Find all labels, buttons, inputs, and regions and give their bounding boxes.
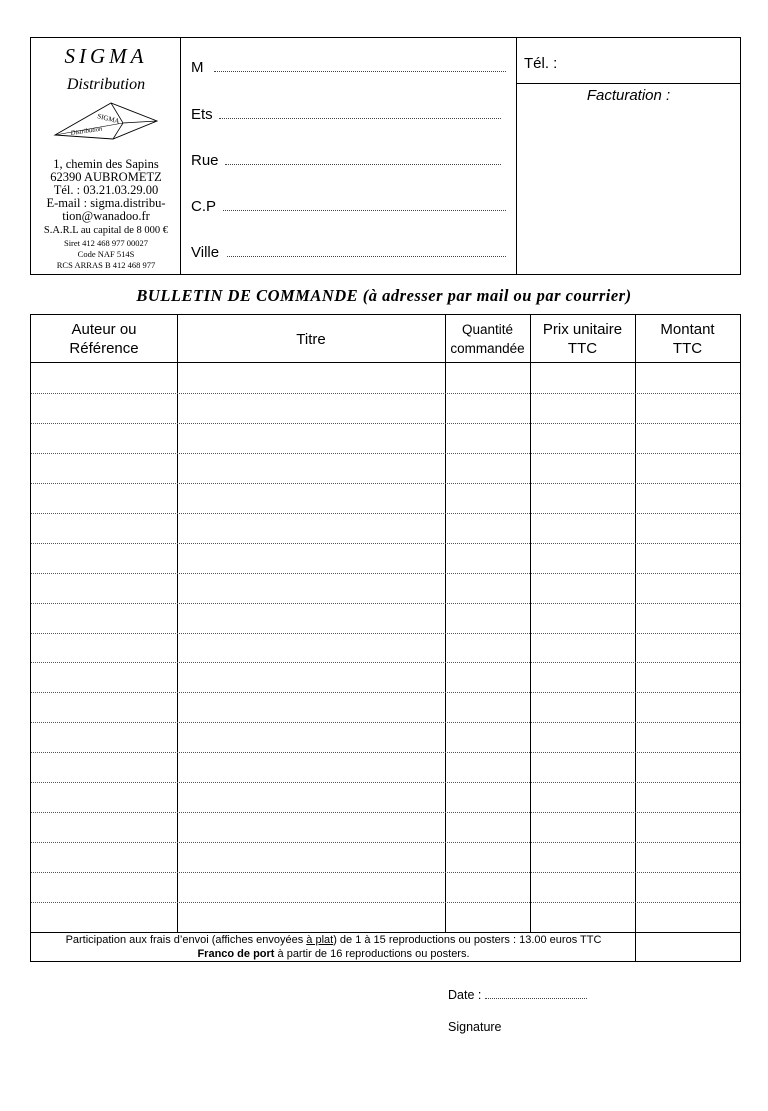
field-cp[interactable] [191, 193, 506, 215]
header-separator [31, 362, 740, 363]
dotted-line [219, 118, 501, 119]
row-separator [31, 722, 740, 723]
col-header-unit-price: Prix unitaire TTC [542, 321, 623, 357]
field-label: Ville [191, 244, 220, 261]
col-header-title: Titre [296, 330, 326, 348]
col-header-amount: Montant TTC [660, 321, 715, 357]
row-separator [31, 453, 740, 454]
column-divider [530, 315, 531, 933]
brand-subtitle: Distribution [66, 76, 146, 93]
row-separator [31, 872, 740, 873]
dotted-line [485, 998, 587, 999]
row-separator [31, 513, 740, 514]
phone-line: Tél. : 03.21.03.29.00 [53, 183, 159, 197]
tel-row[interactable] [517, 38, 740, 84]
tel-label: Tél. : [524, 55, 558, 72]
dotted-line [223, 210, 506, 211]
address-line: 1, chemin des Sapins [53, 157, 159, 171]
row-separator [31, 662, 740, 663]
field-rue[interactable] [191, 147, 506, 169]
paper-plane-logo-icon [53, 101, 163, 141]
email-line: tion@wanadoo.fr [62, 209, 150, 223]
col-header-author: Auteur ou Référence [69, 321, 139, 357]
row-separator [31, 543, 740, 544]
field-label: M [191, 59, 204, 76]
shipping-note: Participation aux frais d’envoi (affiches envoyées à plat) de 1 à 15 reproductions ou posters : 13.00 euros TTC Franco de port à partir de 16 reproductions ou posters. [65, 934, 602, 960]
field-m[interactable] [191, 54, 506, 76]
row-separator [31, 573, 740, 574]
company-info [31, 38, 181, 274]
naf-line: Code NAF 514S [77, 249, 135, 259]
siret-line: Siret 412 468 977 00027 [63, 238, 149, 248]
signature-label[interactable]: Signature [448, 1020, 502, 1034]
row-separator [31, 692, 740, 693]
date-field[interactable] [448, 988, 587, 1002]
svg-text:SIGMA: SIGMA [96, 112, 121, 126]
row-separator [31, 603, 740, 604]
row-separator [31, 483, 740, 484]
row-separator [31, 902, 740, 903]
date-label: Date : [448, 988, 482, 1002]
address-line: 62390 AUBROMETZ [50, 170, 162, 184]
column-divider [177, 315, 178, 933]
field-label: Ets [191, 106, 213, 123]
row-separator [31, 752, 740, 753]
capital-line: S.A.R.L au capital de 8 000 € [43, 225, 169, 236]
row-separator [31, 393, 740, 394]
header-box [30, 37, 741, 275]
dotted-line [225, 164, 501, 165]
rcs-line: RCS ARRAS B 412 468 977 [56, 260, 156, 270]
column-divider [445, 315, 446, 933]
column-divider [635, 315, 636, 961]
order-table [30, 314, 741, 962]
email-line: E-mail : sigma.distribu- [46, 196, 166, 210]
form-title: BULLETIN DE COMMANDE (à adresser par mail ou par courrier) [136, 286, 632, 305]
row-separator [31, 423, 740, 424]
field-label: C.P [191, 198, 217, 215]
billing-label: Facturation : [586, 87, 671, 104]
field-ville[interactable] [191, 239, 506, 261]
row-separator [31, 842, 740, 843]
row-separator [31, 633, 740, 634]
brand-name: SIGMA [64, 44, 148, 68]
dotted-line [227, 256, 506, 257]
field-ets[interactable] [191, 101, 506, 123]
field-label: Rue [191, 152, 219, 169]
dotted-line [214, 71, 506, 72]
col-header-quantity: Quantité commandée [450, 322, 525, 356]
contact-billing [516, 38, 740, 274]
svg-text:Distribution: Distribution [70, 125, 103, 137]
row-separator [31, 812, 740, 813]
row-separator [31, 782, 740, 783]
